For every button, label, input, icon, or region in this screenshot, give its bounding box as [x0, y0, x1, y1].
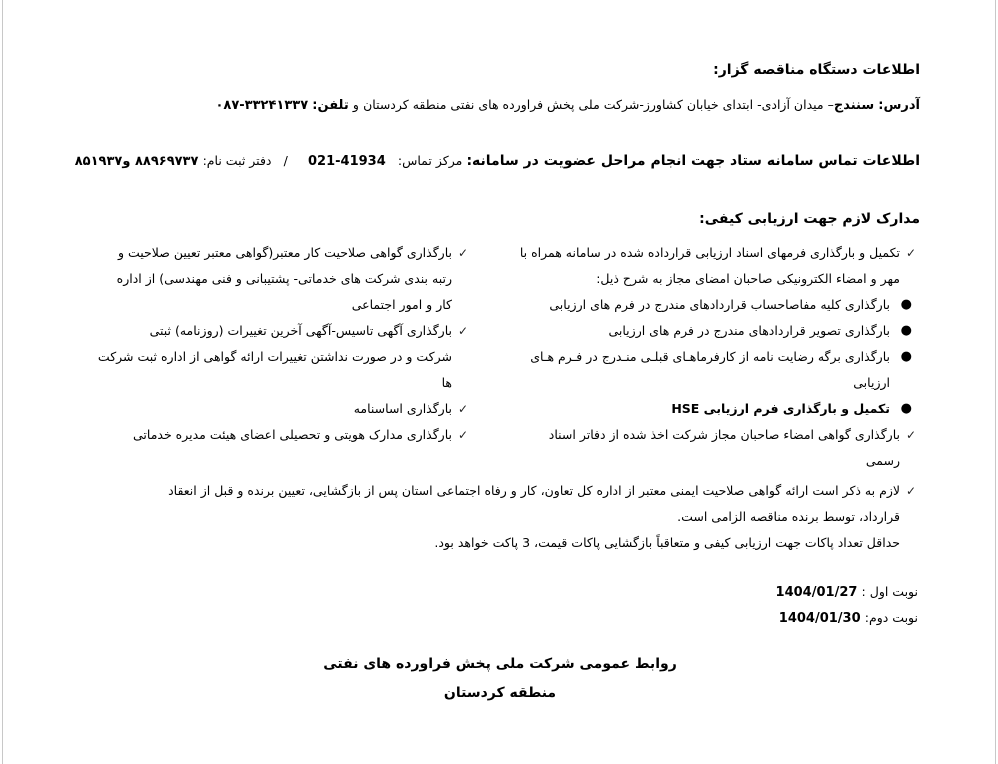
list-item-text: رسمی: [865, 453, 900, 468]
list-item-text: تکمیل و بارگذاری فرمهای اسناد ارزیابی قرارداده شده در سامانه همراه با: [519, 245, 900, 260]
list-sub-item: [493, 318, 918, 344]
list-sub-item-text: تکمیل و بارگذاری فرم ارزیابی HSE: [671, 401, 890, 416]
check-mark-icon: ✓: [905, 428, 917, 442]
address-line: [215, 95, 920, 116]
list-item: [68, 396, 470, 422]
bullet-dot-icon: ●: [900, 401, 912, 416]
check-mark-icon: ✓: [457, 428, 469, 442]
bullet-dot-icon: ●: [900, 297, 912, 312]
list-item-text: بارگذاری اساسنامه: [353, 401, 452, 416]
list-item-text: رتبه بندی شرکت های خدماتی- پشتیبانی و فنی مهندسی) از اداره: [116, 271, 452, 286]
list-item: [493, 422, 918, 474]
list-sub-item-text: ارزیابی: [853, 375, 890, 390]
round-first-label: نوبت اول :: [861, 584, 918, 599]
list-sub-item-text: بارگذاری تصویر قراردادهای مندرج در فرم های ارزیابی: [608, 323, 890, 338]
page-border-left: [2, 0, 3, 764]
docs-left-column: [68, 240, 470, 448]
contact-separator: /: [283, 153, 288, 168]
list-item-text: بارگذاری گواهی صلاحیت کار معتبر(گواهی معتبر تعیین صلاحیت و: [117, 245, 452, 260]
list-item-text: مهر و امضاء الکترونیکی صاحبان امضای مجاز به شرح ذیل:: [596, 271, 900, 286]
phone-label: تلفن:: [312, 98, 349, 113]
phone-number: ۰۸۷-۳۳۲۴۱۳۳۷: [215, 98, 309, 113]
check-mark-icon: ✓: [457, 402, 469, 416]
address-and: و: [352, 97, 359, 112]
address-city: سنندج: [833, 98, 875, 113]
list-item: [493, 240, 918, 292]
round-second: [779, 608, 918, 629]
bullet-dot-icon: ●: [900, 323, 912, 338]
address-text: – میدان آزادی- ابتدای خیابان کشاورز-شرکت ملی پخش فراورده های نفتی منطقه کردستان: [363, 97, 834, 112]
list-sub-item-text: بارگذاری کلیه مفاصاحساب قراردادهای مندرج در فرم های ارزیابی: [549, 297, 890, 312]
list-item-text: شرکت و در صورت نداشتن تغییرات ارائه گواهی از اداره ثبت شرکت: [97, 349, 452, 364]
round-second-date: 1404/01/30: [778, 611, 861, 626]
note-text: لازم به ذکر است ارائه گواهی صلاحیت ایمنی معتبر از اداره کل تعاون، کار و رفاه اجتماعی استان پس از بازگشایی، تعیین برنده و قبل از انعقاد: [168, 483, 900, 498]
list-item-text: بارگذاری آگهی تاسیس-آگهی آخرین تغییرات (روزنامه) ثبتی: [149, 323, 452, 338]
list-sub-item-text: بارگذاری برگه رضایت نامه از کارفرماهـای قبلـی منـدرج در فـرم هـای: [530, 349, 890, 364]
bullet-dot-icon: ●: [900, 349, 912, 364]
list-item: [68, 240, 470, 318]
list-item-text: بارگذاری مدارک هویتی و تحصیلی اعضای هیئت مدیره خدماتی: [133, 427, 452, 442]
setad-heading: اطلاعات تماس سامانه ستاد جهت انجام مراحل عضویت در سامانه:: [466, 153, 920, 169]
envelope-count-text: حداقل تعداد پاکات جهت ارزیابی کیفی و متعاقباً بازگشایی پاکات قیمت، 3 پاکت خواهد بود.: [434, 535, 900, 550]
list-item-text: ها: [441, 375, 452, 390]
round-first: [776, 582, 918, 603]
contact-label: مرکز تماس:: [397, 153, 463, 168]
footer-region-line: منطقه کردستان: [443, 685, 557, 701]
footer-org-line: روابط عمومی شرکت ملی پخش فراورده های نفتی: [323, 656, 677, 672]
round-second-label: نوبت دوم:: [864, 610, 918, 625]
check-mark-icon: ✓: [457, 246, 469, 260]
list-sub-item: [493, 396, 918, 422]
list-item: [68, 422, 470, 448]
list-item-text: بارگذاری گواهی امضاء صاحبان مجاز شرکت اخذ شده از دفاتر اسناد: [548, 427, 900, 442]
list-item: [68, 478, 918, 530]
org-info-heading: اطلاعات دستگاه مناقصه گزار:: [713, 62, 920, 78]
registry-numbers: ۸۸۹۶۹۷۳۷ و۸۵۱۹۳۷: [74, 154, 199, 169]
contact-number: 021-41934: [308, 154, 386, 169]
registry-label: دفتر ثبت نام:: [202, 153, 272, 168]
list-item-text: کار و امور اجتماعی: [351, 297, 452, 312]
list-item: [68, 318, 470, 396]
setad-line: [75, 151, 920, 172]
note-text: قرارداد، توسط برنده مناقصه الزامی است.: [677, 509, 900, 524]
docs-note: [68, 478, 918, 556]
round-first-date: 1404/01/27: [775, 585, 858, 600]
check-mark-icon: ✓: [905, 484, 917, 498]
list-sub-item: [493, 344, 918, 396]
address-label: آدرس:: [878, 98, 920, 113]
docs-right-column: [493, 240, 918, 474]
page-border-right: [995, 0, 996, 764]
check-mark-icon: ✓: [905, 246, 917, 260]
docs-heading: مدارک لازم جهت ارزیابی کیفی:: [699, 211, 920, 227]
list-sub-item: [493, 292, 918, 318]
check-mark-icon: ✓: [457, 324, 469, 338]
